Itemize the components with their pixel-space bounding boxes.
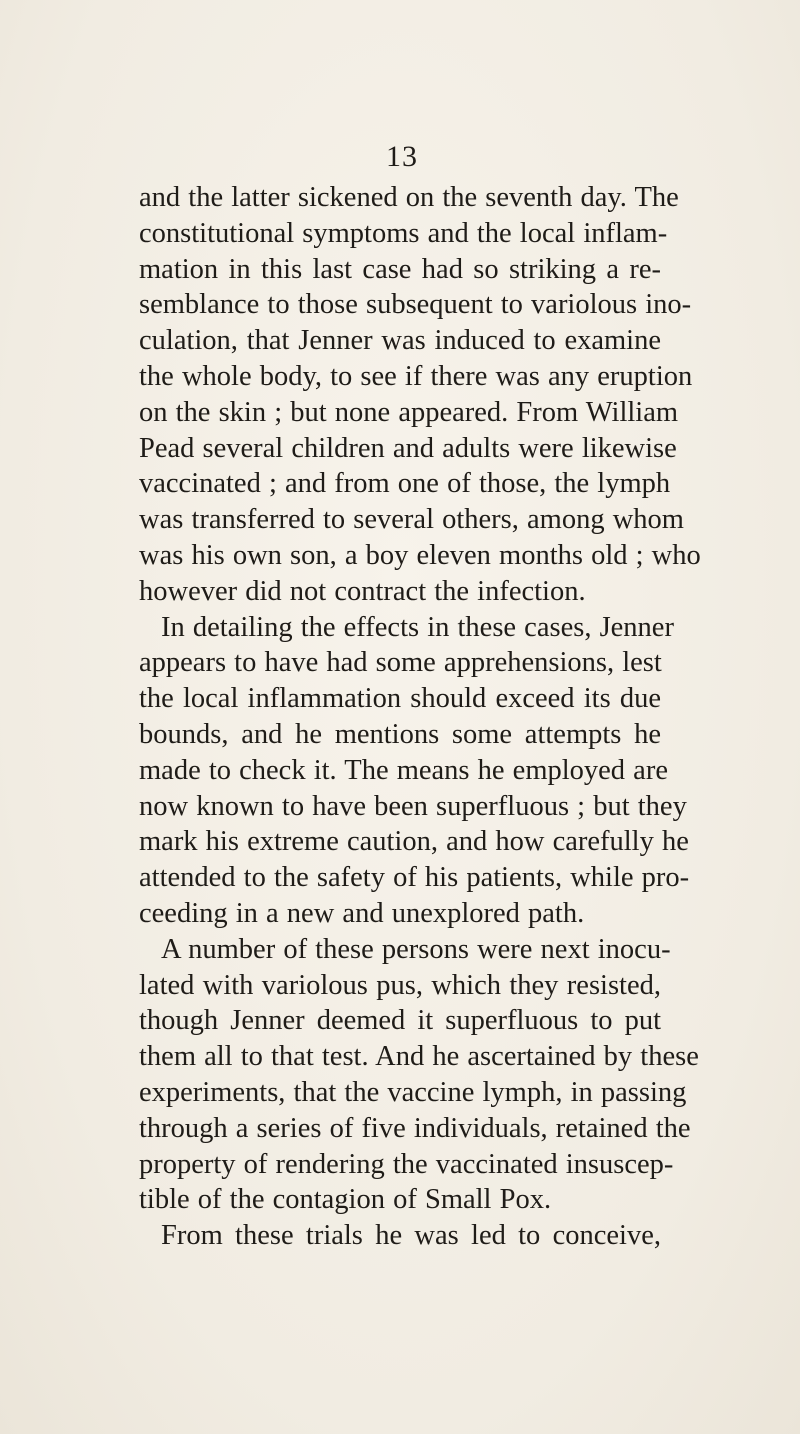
text-line: culation, that Jenner was induced to examine	[139, 325, 661, 357]
text-line: semblance to those subsequent to variolous ino-	[139, 289, 692, 321]
text-line: From these trials he was led to conceive,	[161, 1220, 661, 1252]
text-line: them all to that test. And he ascertained by these	[139, 1041, 699, 1073]
text-line: experiments, that the vaccine lymph, in passing	[139, 1076, 687, 1108]
text-line: ceeding in a new and unexplored path.	[139, 897, 585, 929]
text-line: constitutional symptoms and the local inflam-	[139, 217, 668, 249]
text-line: mark his extreme caution, and how carefully he	[139, 826, 689, 858]
text-line: however did not contract the infection.	[139, 575, 586, 607]
text-line: on the skin ; but none appeared. From William	[139, 396, 679, 428]
text-line: tible of the contagion of Small Pox.	[139, 1184, 552, 1216]
text-line: In detailing the effects in these cases, Jenner	[161, 611, 674, 643]
text-line: property of rendering the vaccinated insuscep-	[139, 1148, 674, 1180]
text-line: mation in this last case had so striking a re-	[139, 253, 661, 285]
text-line: Pead several children and adults were likewise	[139, 432, 677, 464]
text-line: lated with variolous pus, which they resisted,	[139, 969, 661, 1001]
text-line: the whole body, to see if there was any eruption	[139, 360, 693, 392]
text-line: through a series of five individuals, retained the	[139, 1112, 691, 1144]
text-line: attended to the safety of his patients, while pro-	[139, 862, 690, 894]
text-line: bounds, and he mentions some attempts he	[139, 718, 661, 750]
text-line: A number of these persons were next inocu-	[161, 933, 671, 965]
text-line: made to check it. The means he employed are	[139, 754, 668, 786]
text-line: vaccinated ; and from one of those, the lymph	[139, 468, 671, 500]
text-line: though Jenner deemed it superfluous to put	[139, 1005, 661, 1037]
text-line: was transferred to several others, among whom	[139, 504, 684, 536]
text-line: the local inflammation should exceed its due	[139, 683, 661, 715]
text-line: now known to have been superfluous ; but they	[139, 790, 687, 822]
text-line: was his own son, a boy eleven months old ; who	[139, 539, 701, 571]
page-number: 13	[386, 140, 418, 173]
text-line: appears to have had some apprehensions, lest	[139, 647, 662, 679]
text-line: and the latter sickened on the seventh day. The	[139, 182, 679, 213]
body-text	[139, 180, 701, 1254]
